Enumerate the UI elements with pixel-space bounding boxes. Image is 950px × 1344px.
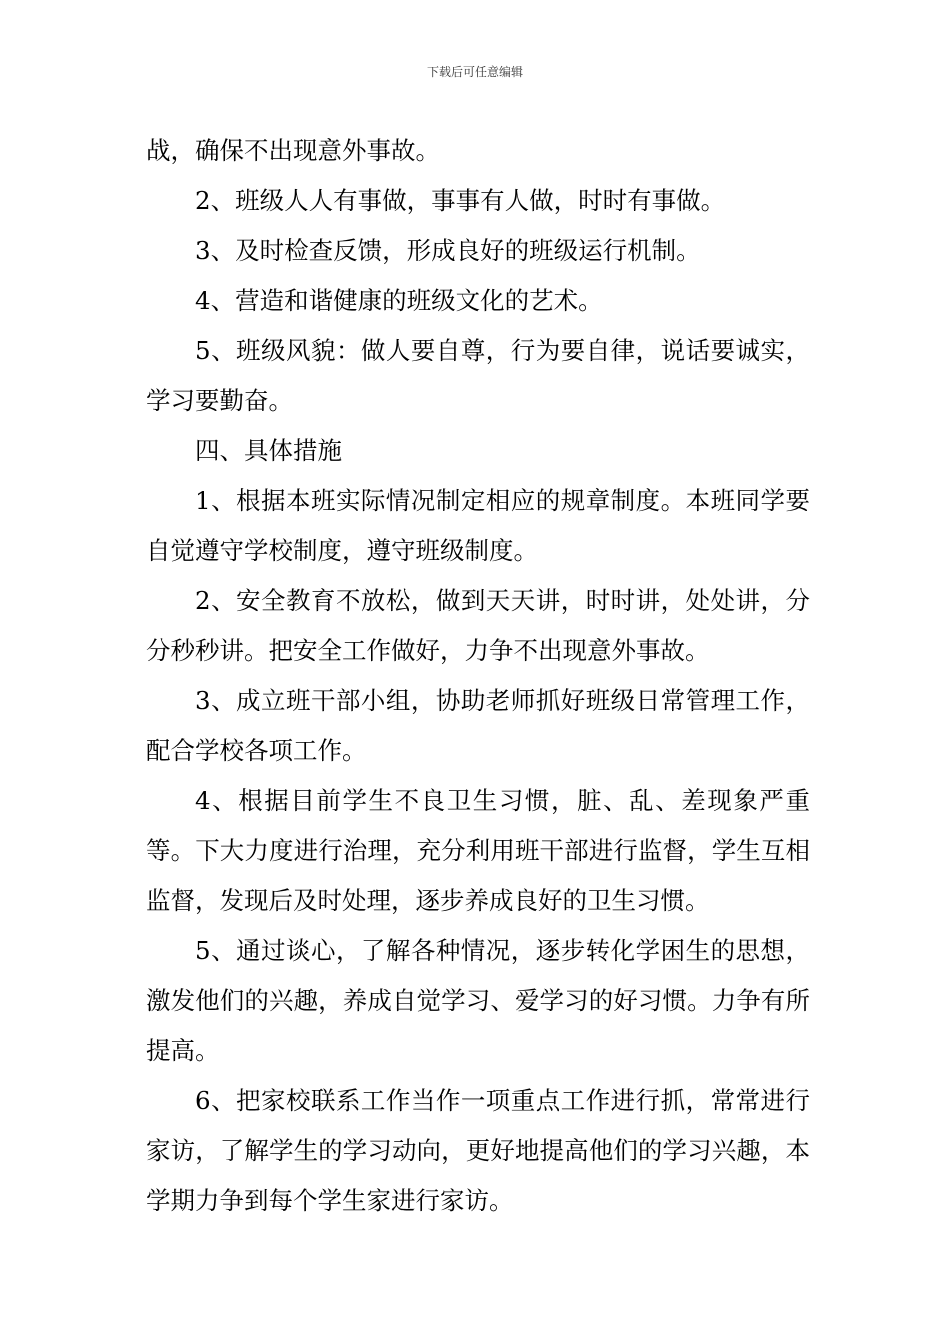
section-heading-measures: 四、具体措施 (195, 436, 342, 465)
paragraph-measure-2: 2、安全教育不放松，做到天天讲，时时讲，处处讲，分分秒秒讲。把安全工作做好，力争不出现意外事故。 (146, 586, 810, 665)
paragraph-continuation: 战，确保不出现意外事故。 (146, 136, 440, 165)
paragraph-measure-3: 3、成立班干部小组，协助老师抓好班级日常管理工作，配合学校各项工作。 (146, 686, 810, 765)
paragraph-measure-4: 4、根据目前学生不良卫生习惯，脏、乱、差现象严重等。下大力度进行治理，充分利用班干部进行监督，学生互相监督，发现后及时处理，逐步养成良好的卫生习惯。 (146, 786, 810, 915)
paragraph-measure-6: 6、把家校联系工作当作一项重点工作进行抓，常常进行家访，了解学生的学习动向，更好地提高他们的学习兴趣，本学期力争到每个学生家进行家访。 (146, 1086, 810, 1215)
paragraph-goal-2: 2、班级人人有事做，事事有人做，时时有事做。 (195, 186, 726, 215)
paragraph-measure-1: 1、根据本班实际情况制定相应的规章制度。本班同学要自觉遵守学校制度，遵守班级制度。 (146, 486, 810, 565)
document-body (146, 126, 810, 1226)
paragraph-goal-5: 5、班级风貌：做人要自尊，行为要自律，说话要诚实，学习要勤奋。 (146, 336, 810, 415)
paragraph-goal-4: 4、营造和谐健康的班级文化的艺术。 (195, 286, 603, 315)
paragraph-goal-3: 3、及时检查反馈，形成良好的班级运行机制。 (195, 236, 701, 265)
page-header-note: 下载后可任意编辑 (426, 65, 523, 79)
paragraph-measure-5: 5、通过谈心，了解各种情况，逐步转化学困生的思想，激发他们的兴趣，养成自觉学习、爱学习的好习惯。力争有所提高。 (146, 936, 810, 1065)
